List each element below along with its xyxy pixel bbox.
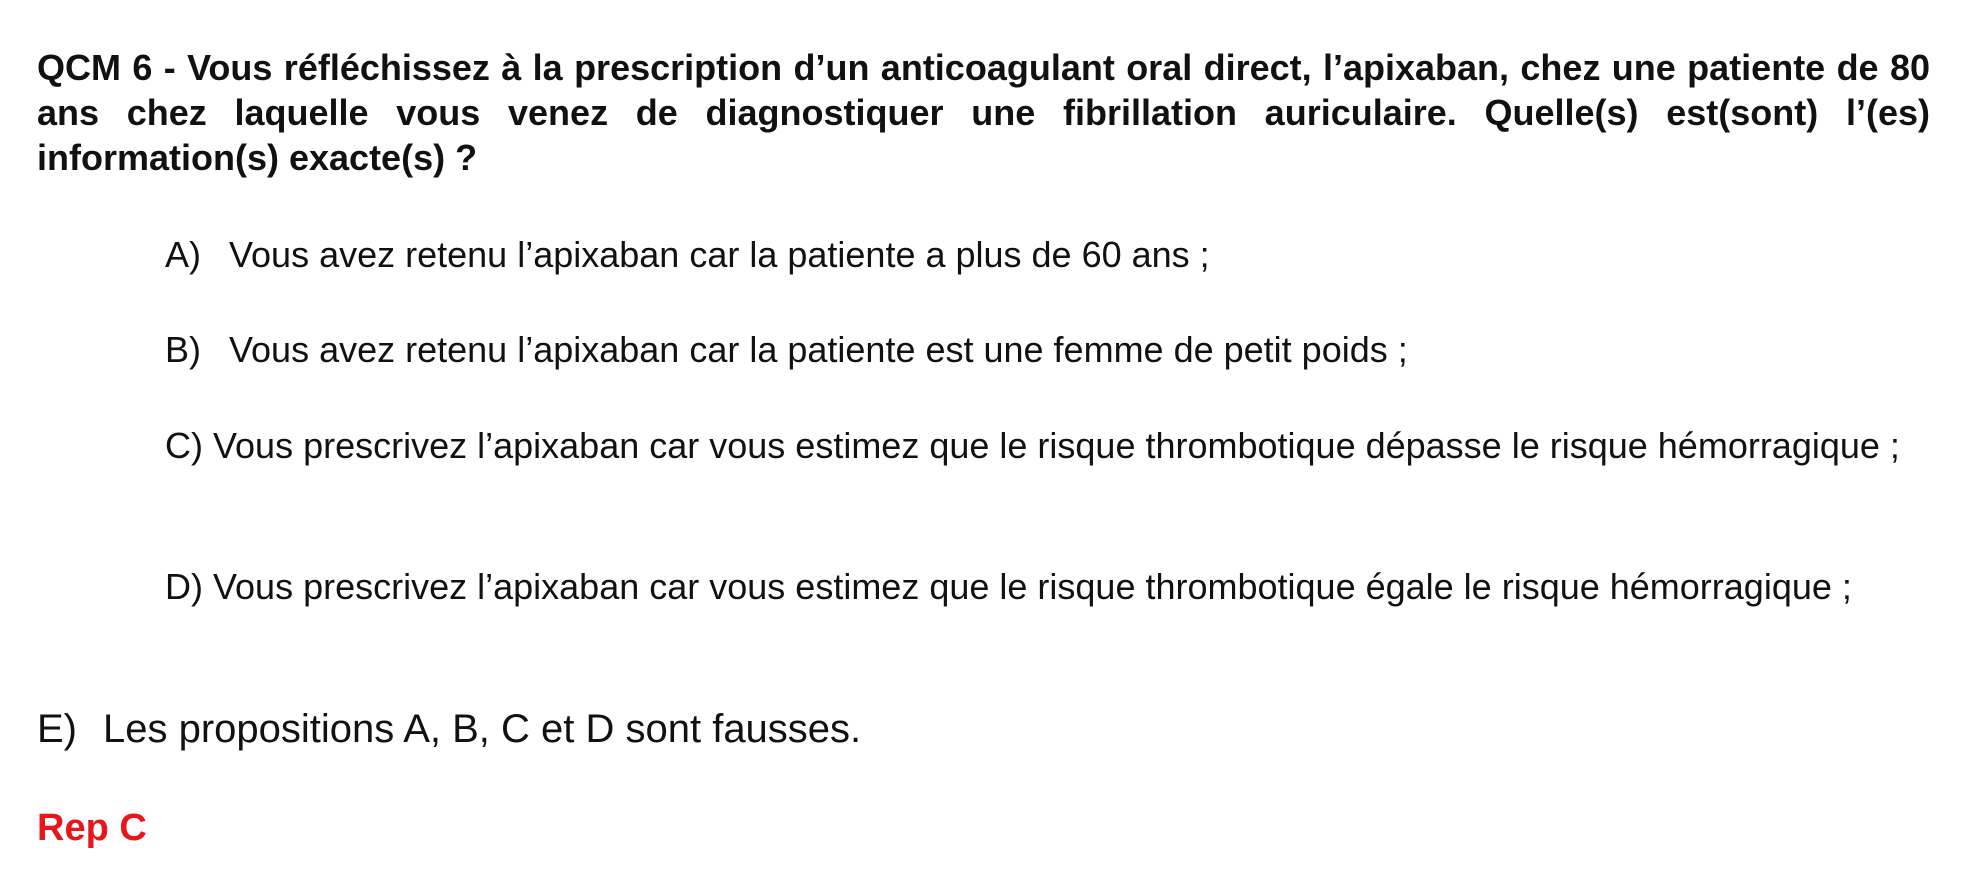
- option-b: [165, 327, 1930, 372]
- answer-label: Rep C: [37, 807, 147, 849]
- option-b-letter: B): [165, 329, 201, 370]
- option-c-text: Vous prescrivez l’apixaban car vous estimez que le risque thrombotique dépasse le risque hémorragique ;: [213, 425, 1900, 466]
- option-d-text: Vous prescrivez l’apixaban car vous estimez que le risque thrombotique égale le risque hémorragique ;: [213, 566, 1852, 607]
- question-text: QCM 6 - Vous réfléchissez à la prescription d’un anticoagulant oral direct, l’apixaban, chez une patiente de 80 ans chez laquelle vous venez de diagnostiquer une fibrillation auriculaire. Quelle(s) est(sont) l’(es) information(s) exacte(s) ?: [37, 47, 1930, 178]
- option-d-letter: D): [165, 566, 203, 607]
- option-a: [165, 232, 1930, 277]
- option-b-text: Vous avez retenu l’apixaban car la patiente est une femme de petit poids ;: [229, 329, 1408, 370]
- option-c-letter: C): [165, 425, 203, 466]
- option-e-text: Les propositions A, B, C et D sont fausses.: [103, 707, 862, 751]
- option-a-text: Vous avez retenu l’apixaban car la patiente a plus de 60 ans ;: [229, 234, 1210, 275]
- option-c: [165, 423, 1930, 468]
- option-e-letter: E): [37, 707, 77, 751]
- option-d: [165, 564, 1930, 609]
- option-e: [37, 704, 861, 754]
- option-a-letter: A): [165, 234, 201, 275]
